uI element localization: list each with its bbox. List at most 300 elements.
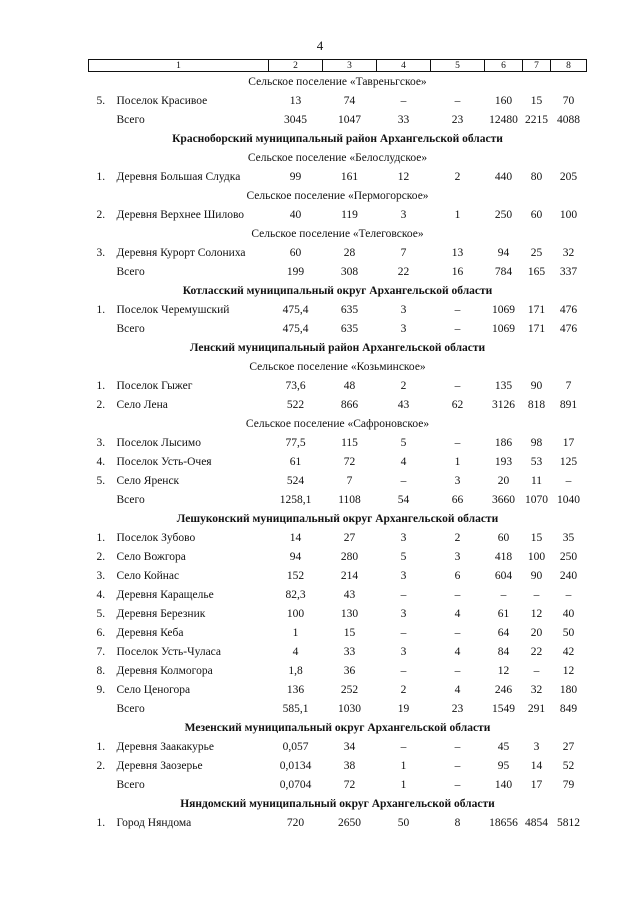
row-value: 73,6 xyxy=(285,379,306,392)
header-cell: 1 xyxy=(89,60,269,72)
row-number: 7. xyxy=(96,645,106,658)
row-value: 22 xyxy=(397,265,410,278)
row-value: – xyxy=(454,94,461,107)
row-value: 186 xyxy=(494,436,513,449)
data-table xyxy=(88,59,587,832)
header-cell: 6 xyxy=(485,60,523,72)
row-value: 160 xyxy=(494,94,513,107)
row-name: Поселок Лысимо xyxy=(116,436,201,449)
row-number xyxy=(89,262,115,281)
row-name: Поселок Усть-Чуласа xyxy=(116,645,222,658)
row-value: 4854 xyxy=(525,816,548,829)
settlement-heading: Сельское поселение «Сафроновское» xyxy=(245,417,430,430)
row-number: 4. xyxy=(96,455,106,468)
row-value: 522 xyxy=(286,398,305,411)
row-value: 6 xyxy=(454,569,461,582)
row-value: 40 xyxy=(289,208,302,221)
row-value: 1 xyxy=(292,626,299,639)
row-value: 90 xyxy=(530,569,543,582)
row-value: 13 xyxy=(451,246,464,259)
row-value: 3 xyxy=(400,607,407,620)
row-value: 48 xyxy=(343,379,356,392)
row-value: 33 xyxy=(397,113,410,126)
table-row xyxy=(89,661,587,680)
district-heading: Лешуконский муниципальный округ Архангельской области xyxy=(176,512,499,525)
row-value: 5 xyxy=(400,436,407,449)
row-value: 1,8 xyxy=(288,664,303,677)
settlement-heading-row xyxy=(89,148,587,167)
row-value: 818 xyxy=(527,398,546,411)
row-value: 3 xyxy=(400,303,407,316)
settlement-heading: Сельское поселение «Тавреньгское» xyxy=(248,75,427,88)
row-value: 1 xyxy=(400,759,407,772)
row-value: 18656 xyxy=(489,816,518,829)
row-number: 2. xyxy=(96,550,106,563)
row-value: 33 xyxy=(343,645,356,658)
row-value: 0,0704 xyxy=(279,778,312,791)
row-value: – xyxy=(454,322,461,335)
row-value: 12 xyxy=(397,170,410,183)
row-value: 1040 xyxy=(557,493,580,506)
row-value: 205 xyxy=(559,170,578,183)
row-value: 2215 xyxy=(525,113,548,126)
district-heading-row xyxy=(89,509,587,528)
row-value: 1070 xyxy=(525,493,548,506)
row-value: 50 xyxy=(562,626,575,639)
row-value: 3660 xyxy=(492,493,515,506)
row-number: 2. xyxy=(96,759,106,772)
row-value: 119 xyxy=(341,208,358,221)
row-name: Село Вожгора xyxy=(116,550,186,563)
settlement-heading-row xyxy=(89,357,587,376)
row-value: – xyxy=(454,303,461,316)
row-value: 4 xyxy=(454,645,461,658)
row-value: 35 xyxy=(562,531,575,544)
row-value: 140 xyxy=(494,778,513,791)
row-value: 34 xyxy=(343,740,356,753)
row-value: 3045 xyxy=(284,113,307,126)
row-value: 98 xyxy=(530,436,543,449)
row-value: 17 xyxy=(562,436,575,449)
row-name: Деревня Курорт Солониха xyxy=(116,246,246,259)
row-value: 1 xyxy=(400,778,407,791)
header-cell: 5 xyxy=(431,60,485,72)
row-value: 77,5 xyxy=(285,436,306,449)
table-body xyxy=(89,72,587,833)
table-row xyxy=(89,452,587,471)
row-value: 585,1 xyxy=(282,702,309,715)
row-value: 16 xyxy=(451,265,464,278)
row-value: 252 xyxy=(340,683,359,696)
row-value: – xyxy=(454,759,461,772)
row-value: 214 xyxy=(340,569,359,582)
table-row xyxy=(89,604,587,623)
table-row xyxy=(89,490,587,509)
district-heading: Мезенский муниципальный округ Архангельской области xyxy=(184,721,491,734)
row-value: – xyxy=(565,474,572,487)
header-cell: 3 xyxy=(323,60,377,72)
table-row xyxy=(89,110,587,129)
row-value: 27 xyxy=(343,531,356,544)
row-value: 100 xyxy=(286,607,305,620)
row-value: 60 xyxy=(289,246,302,259)
row-value: 125 xyxy=(559,455,578,468)
row-number xyxy=(89,319,115,338)
row-value: 3 xyxy=(454,550,461,563)
row-value: 72 xyxy=(343,778,356,791)
row-value: – xyxy=(400,94,407,107)
row-value: 1069 xyxy=(492,322,515,335)
row-value: 62 xyxy=(451,398,464,411)
row-value: 17 xyxy=(530,778,543,791)
row-name: Деревня Большая Слудка xyxy=(116,170,241,183)
row-value: 100 xyxy=(559,208,578,221)
row-number: 1. xyxy=(96,531,106,544)
row-value: – xyxy=(454,436,461,449)
row-name: Всего xyxy=(116,265,145,278)
row-value: 720 xyxy=(286,816,305,829)
row-value: 1069 xyxy=(492,303,515,316)
row-value: 1549 xyxy=(492,702,515,715)
row-value: 635 xyxy=(340,303,359,316)
row-value: 25 xyxy=(530,246,543,259)
row-value: 32 xyxy=(530,683,543,696)
row-value: 15 xyxy=(530,94,543,107)
table-row xyxy=(89,205,587,224)
row-value: – xyxy=(400,740,407,753)
row-value: 64 xyxy=(497,626,510,639)
row-value: 15 xyxy=(343,626,356,639)
table-row xyxy=(89,775,587,794)
row-value: 5 xyxy=(400,550,407,563)
row-value: 60 xyxy=(530,208,543,221)
row-value: 32 xyxy=(562,246,575,259)
district-heading-row xyxy=(89,338,587,357)
settlement-heading-row xyxy=(89,224,587,243)
row-value: 849 xyxy=(559,702,578,715)
table-row xyxy=(89,547,587,566)
row-value: 52 xyxy=(562,759,575,772)
row-value: 250 xyxy=(494,208,513,221)
row-number: 8. xyxy=(96,664,106,677)
row-value: 4 xyxy=(400,455,407,468)
row-value: 61 xyxy=(497,607,510,620)
row-value: – xyxy=(533,588,540,601)
header-cell: 2 xyxy=(269,60,323,72)
table-row xyxy=(89,433,587,452)
row-number: 5. xyxy=(96,94,106,107)
row-value: – xyxy=(454,778,461,791)
row-value: 3 xyxy=(400,569,407,582)
row-value: 476 xyxy=(559,322,578,335)
row-number xyxy=(89,775,115,794)
table-row xyxy=(89,699,587,718)
row-value: 475,4 xyxy=(282,322,309,335)
row-value: 94 xyxy=(497,246,510,259)
row-value: 7 xyxy=(565,379,572,392)
row-value: 1108 xyxy=(338,493,361,506)
row-name: Село Яренск xyxy=(116,474,180,487)
row-value: 43 xyxy=(343,588,356,601)
row-value: 66 xyxy=(451,493,464,506)
row-value: 100 xyxy=(527,550,546,563)
row-number: 1. xyxy=(96,303,106,316)
row-name: Поселок Черемушский xyxy=(116,303,230,316)
row-value: – xyxy=(454,740,461,753)
row-value: 476 xyxy=(559,303,578,316)
row-value: 13 xyxy=(289,94,302,107)
row-name: Всего xyxy=(116,113,145,126)
row-value: 3 xyxy=(400,322,407,335)
table-row xyxy=(89,395,587,414)
district-heading: Ленский муниципальный район Архангельской области xyxy=(189,341,486,354)
row-number: 2. xyxy=(96,208,106,221)
row-value: 50 xyxy=(397,816,410,829)
row-number: 5. xyxy=(96,474,106,487)
table-row xyxy=(89,319,587,338)
row-value: – xyxy=(454,588,461,601)
row-name: Село Койнас xyxy=(116,569,180,582)
district-heading-row xyxy=(89,718,587,737)
row-number xyxy=(89,490,115,509)
row-value: 171 xyxy=(527,303,546,316)
row-value: 2650 xyxy=(338,816,361,829)
row-value: 15 xyxy=(530,531,543,544)
row-number: 9. xyxy=(96,683,106,696)
row-name: Деревня Заозерье xyxy=(116,759,203,772)
table-row xyxy=(89,243,587,262)
row-value: 74 xyxy=(343,94,356,107)
row-value: 199 xyxy=(286,265,305,278)
table-row xyxy=(89,300,587,319)
row-value: 4088 xyxy=(557,113,580,126)
row-name: Село Лена xyxy=(116,398,168,411)
row-value: 45 xyxy=(497,740,510,753)
table-row xyxy=(89,813,587,832)
row-number: 5. xyxy=(96,607,106,620)
row-value: 3 xyxy=(533,740,540,753)
row-name: Всего xyxy=(116,702,145,715)
row-value: 38 xyxy=(343,759,356,772)
row-number: 1. xyxy=(96,170,106,183)
row-value: 12 xyxy=(530,607,543,620)
row-value: 152 xyxy=(286,569,305,582)
row-value: 604 xyxy=(494,569,513,582)
row-value: 165 xyxy=(527,265,546,278)
row-value: 2 xyxy=(400,379,407,392)
settlement-heading: Сельское поселение «Белослудское» xyxy=(247,151,428,164)
row-value: 130 xyxy=(340,607,359,620)
row-value: 2 xyxy=(454,170,461,183)
row-value: 1030 xyxy=(338,702,361,715)
row-value: 20 xyxy=(530,626,543,639)
row-value: 180 xyxy=(559,683,578,696)
row-value: – xyxy=(500,588,507,601)
row-value: 84 xyxy=(497,645,510,658)
table-row xyxy=(89,585,587,604)
row-name: Поселок Гыжег xyxy=(116,379,193,392)
row-value: 4 xyxy=(292,645,299,658)
row-value: 8 xyxy=(454,816,461,829)
row-value: 635 xyxy=(340,322,359,335)
row-value: 72 xyxy=(343,455,356,468)
row-number xyxy=(89,110,115,129)
row-name: Деревня Березник xyxy=(116,607,206,620)
district-heading-row xyxy=(89,129,587,148)
header-cell: 7 xyxy=(523,60,551,72)
table-row xyxy=(89,566,587,585)
row-value: 308 xyxy=(340,265,359,278)
row-number: 1. xyxy=(96,740,106,753)
row-value: 12480 xyxy=(489,113,518,126)
row-value: 193 xyxy=(494,455,513,468)
district-heading-row xyxy=(89,794,587,813)
table-row xyxy=(89,642,587,661)
row-value: – xyxy=(400,664,407,677)
row-value: 291 xyxy=(527,702,546,715)
row-value: 1258,1 xyxy=(279,493,312,506)
row-value: 3 xyxy=(400,208,407,221)
row-value: 20 xyxy=(497,474,510,487)
row-value: 3 xyxy=(400,645,407,658)
table-row xyxy=(89,376,587,395)
row-value: – xyxy=(533,664,540,677)
row-name: Село Ценогора xyxy=(116,683,191,696)
settlement-heading: Сельское поселение «Пермогорское» xyxy=(246,189,429,202)
row-value: 784 xyxy=(494,265,513,278)
district-heading: Няндомский муниципальный округ Архангельской области xyxy=(180,797,495,810)
row-value: 280 xyxy=(340,550,359,563)
row-value: 337 xyxy=(559,265,578,278)
row-name: Деревня Каращелье xyxy=(116,588,214,601)
row-number: 1. xyxy=(96,816,106,829)
row-value: 524 xyxy=(286,474,305,487)
row-value: 53 xyxy=(530,455,543,468)
row-value: – xyxy=(454,664,461,677)
row-number: 1. xyxy=(96,379,106,392)
row-value: 14 xyxy=(530,759,543,772)
row-name: Всего xyxy=(116,322,145,335)
row-value: – xyxy=(400,474,407,487)
row-value: 95 xyxy=(497,759,510,772)
table-row xyxy=(89,623,587,642)
row-value: 12 xyxy=(562,664,575,677)
row-name: Деревня Верхнее Шилово xyxy=(116,208,245,221)
row-name: Поселок Красивое xyxy=(116,94,208,107)
table-row xyxy=(89,91,587,110)
settlement-heading-row xyxy=(89,72,587,92)
row-value: 7 xyxy=(346,474,353,487)
row-value: 43 xyxy=(397,398,410,411)
row-value: 3 xyxy=(454,474,461,487)
table-row xyxy=(89,471,587,490)
row-value: 3 xyxy=(400,531,407,544)
row-value: 136 xyxy=(286,683,305,696)
row-value: 90 xyxy=(530,379,543,392)
row-number: 3. xyxy=(96,569,106,582)
row-value: 27 xyxy=(562,740,575,753)
row-value: 0,0134 xyxy=(279,759,312,772)
district-heading: Красноборский муниципальный район Архангельской области xyxy=(172,132,503,145)
row-value: 440 xyxy=(494,170,513,183)
row-value: 36 xyxy=(343,664,356,677)
header-row xyxy=(89,60,587,72)
row-value: 12 xyxy=(497,664,510,677)
row-value: 11 xyxy=(530,474,543,487)
table-row xyxy=(89,262,587,281)
row-name: Деревня Кеба xyxy=(116,626,184,639)
row-value: 14 xyxy=(289,531,302,544)
row-value: 19 xyxy=(397,702,410,715)
settlement-heading-row xyxy=(89,186,587,205)
row-value: 40 xyxy=(562,607,575,620)
row-value: 161 xyxy=(340,170,359,183)
row-name: Поселок Зубово xyxy=(116,531,196,544)
settlement-heading: Сельское поселение «Телеговское» xyxy=(251,227,424,240)
row-value: 1 xyxy=(454,455,461,468)
table-row xyxy=(89,167,587,186)
row-value: 70 xyxy=(562,94,575,107)
page-number: 4 xyxy=(316,38,324,53)
row-value: 240 xyxy=(559,569,578,582)
row-number: 3. xyxy=(96,436,106,449)
header-cell: 4 xyxy=(377,60,431,72)
row-name: Город Няндома xyxy=(116,816,192,829)
row-value: – xyxy=(400,588,407,601)
row-value: 54 xyxy=(397,493,410,506)
row-value: 23 xyxy=(451,113,464,126)
row-value: 7 xyxy=(400,246,407,259)
row-value: 115 xyxy=(341,436,358,449)
row-value: 61 xyxy=(289,455,302,468)
row-value: 246 xyxy=(494,683,513,696)
row-number: 2. xyxy=(96,398,106,411)
row-value: 866 xyxy=(340,398,359,411)
row-value: 171 xyxy=(527,322,546,335)
row-value: 135 xyxy=(494,379,513,392)
row-value: 23 xyxy=(451,702,464,715)
row-name: Всего xyxy=(116,778,145,791)
row-value: – xyxy=(400,626,407,639)
header-cell: 8 xyxy=(551,60,587,72)
row-value: 0,057 xyxy=(282,740,309,753)
row-value: 99 xyxy=(289,170,302,183)
row-value: 1047 xyxy=(338,113,361,126)
row-name: Поселок Усть-Очея xyxy=(116,455,212,468)
row-value: 475,4 xyxy=(282,303,309,316)
row-value: 4 xyxy=(454,607,461,620)
table-row xyxy=(89,528,587,547)
row-value: – xyxy=(454,379,461,392)
row-number xyxy=(89,699,115,718)
row-value: 891 xyxy=(559,398,578,411)
row-value: 60 xyxy=(497,531,510,544)
district-heading: Котласский муниципальный округ Архангельской области xyxy=(182,284,493,297)
table-row xyxy=(89,680,587,699)
row-value: 250 xyxy=(559,550,578,563)
row-value: – xyxy=(454,626,461,639)
row-value: 2 xyxy=(400,683,407,696)
district-heading-row xyxy=(89,281,587,300)
settlement-heading-row xyxy=(89,414,587,433)
row-value: 2 xyxy=(454,531,461,544)
row-value: 28 xyxy=(343,246,356,259)
settlement-heading: Сельское поселение «Козьминское» xyxy=(249,360,426,373)
row-value: 3126 xyxy=(492,398,515,411)
table-row xyxy=(89,737,587,756)
row-value: 42 xyxy=(562,645,575,658)
row-name: Деревня Колмогора xyxy=(116,664,213,677)
